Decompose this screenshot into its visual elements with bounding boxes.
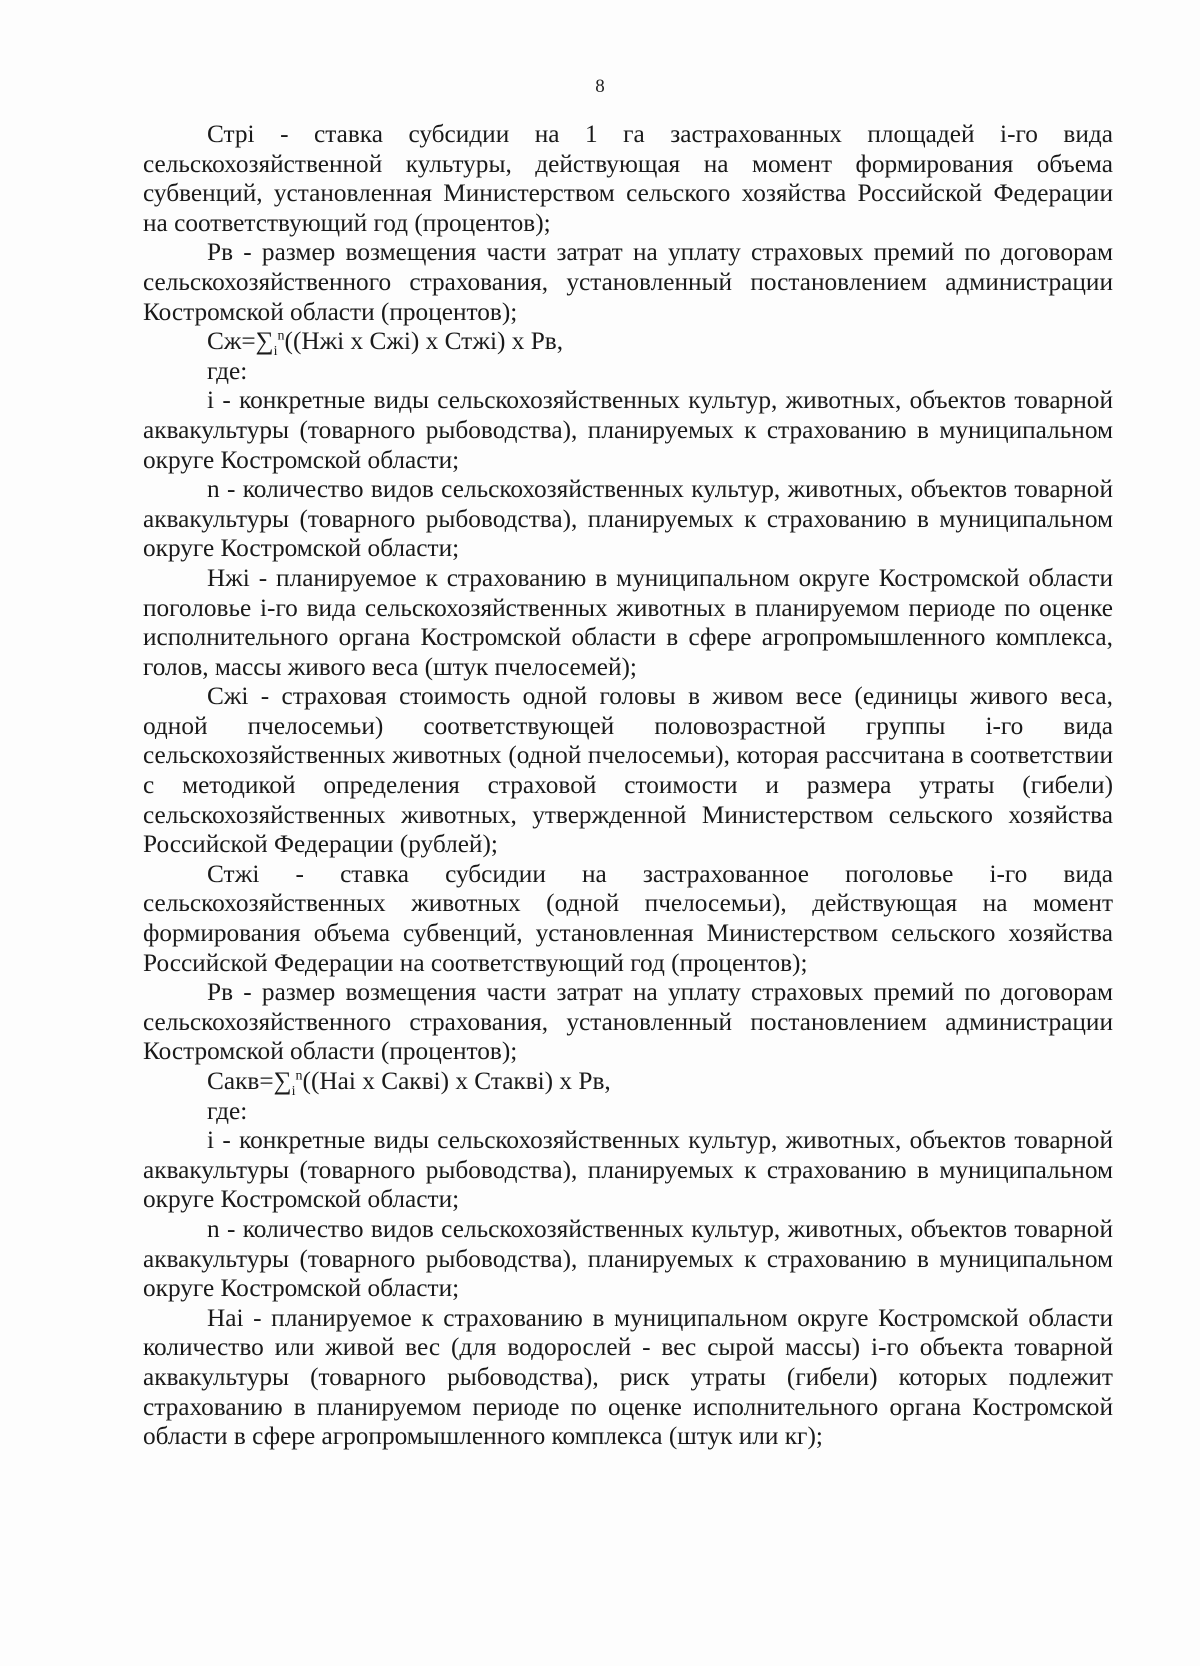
formula-livestock-rhs: ((Нжi x Сжi) x Стжi) x Рв, [284, 327, 564, 356]
formula-aquaculture-rhs: ((Наi x Саквi) x Стаквi) x Рв, [302, 1067, 611, 1095]
page-number: 8 [595, 76, 605, 97]
paragraph-stzh-definition: Стжi - ставка субсидии на застрахованное поголовье i-го вида сельскохозяйственных животных (одной пчелосемьи), действующая на момент формирования объема субвенций, установленная Министерством сельского хозяйства Российской Федерации на соответствующий год (процентов); [143, 859, 1113, 977]
paragraph-where: где: [207, 356, 248, 385]
paragraph-i-definition-2: i - конкретные виды сельскохозяйственных культур, животных, объектов товарной аквакультуры (товарного рыбоводства), планируемых к страхованию в муниципальном округе Костромской области; [143, 1126, 1113, 1214]
formula-livestock-sub: i [273, 344, 278, 360]
paragraph-na-definition: Наi - планируемое к страхованию в муниципальном округе Костромской области количество или живой вес (для водорослей - вес сырой массы) i-го объекта товарной аквакультуры (товарного рыбоводства), риск утраты (гибели) которых подлежит страхованию в планируемом периоде по оценке исполнительного органа Костромской области в сфере агропромышленного комплекса (штук или кг); [143, 1303, 1113, 1451]
paragraph-nzh-definition: Нжi - планируемое к страхованию в муниципальном округе Костромской области поголовье i-го вида сельскохозяйственных животных в планируемом периоде по оценке исполнительного органа Костромской области в сфере агропромышленного комплекса, голов, массы живого веса (штук пчелосемей); [143, 563, 1113, 681]
paragraph-i-definition: i - конкретные виды сельскохозяйственных культур, животных, объектов товарной аквакультуры (товарного рыбоводства), планируемых к страхованию в муниципальном округе Костромской области; [143, 386, 1113, 474]
formula-aquaculture-sup: n [295, 1068, 303, 1084]
formula-aquaculture-lhs: Сакв=∑ [207, 1067, 292, 1095]
paragraph-n-definition-2: n - количество видов сельскохозяйственных культур, животных, объектов товарной аквакультуры (товарного рыбоводства), планируемых к страхованию в муниципальном округе Костромской области; [143, 1214, 1113, 1303]
paragraph-rv-definition-2: Рв - размер возмещения части затрат на уплату страховых премий по договорам сельскохозяйственного страхования, установленный постановлением администрации Костромской области (процентов); [143, 978, 1113, 1066]
paragraph-n-definition: n - количество видов сельскохозяйственных культур, животных, объектов товарной аквакультуры (товарного рыбоводства), планируемых к страхованию в муниципальном округе Костромской области; [143, 475, 1113, 563]
formula-aquaculture-sub: i [291, 1084, 296, 1100]
document-body [143, 120, 1113, 1452]
paragraph-szh-definition: Сжi - страховая стоимость одной головы в живом весе (единицы живого веса, одной пчелосемьи) соответствующей половозрастной группы i-го вида сельскохозяйственных животных (одной пчелосемьи), которая рассчитана в соответствии с методикой определения страховой стоимости и размера утраты (гибели) сельскохозяйственных животных, утвержденной Министерством сельского хозяйства Российской Федерации (рублей); [143, 682, 1113, 859]
paragraph-where-2: где: [207, 1096, 248, 1125]
formula-livestock [143, 327, 1113, 360]
paragraph-rv-definition: Рв - размер возмещения части затрат на уплату страховых премий по договорам сельскохозяйственного страхования, установленный постановлением администрации Костромской области (процентов); [143, 238, 1113, 326]
formula-livestock-sup: n [277, 328, 285, 344]
paragraph-strp-definition: Стрi - ставка субсидии на 1 га застрахованных площадей i-го вида сельскохозяйственной культуры, действующая на момент формирования объема субвенций, установленная Министерством сельского хозяйства Российской Федерации на соответствующий год (процентов); [143, 120, 1113, 237]
formula-aquaculture [143, 1067, 1113, 1100]
formula-livestock-lhs: Сж=∑ [207, 327, 274, 356]
